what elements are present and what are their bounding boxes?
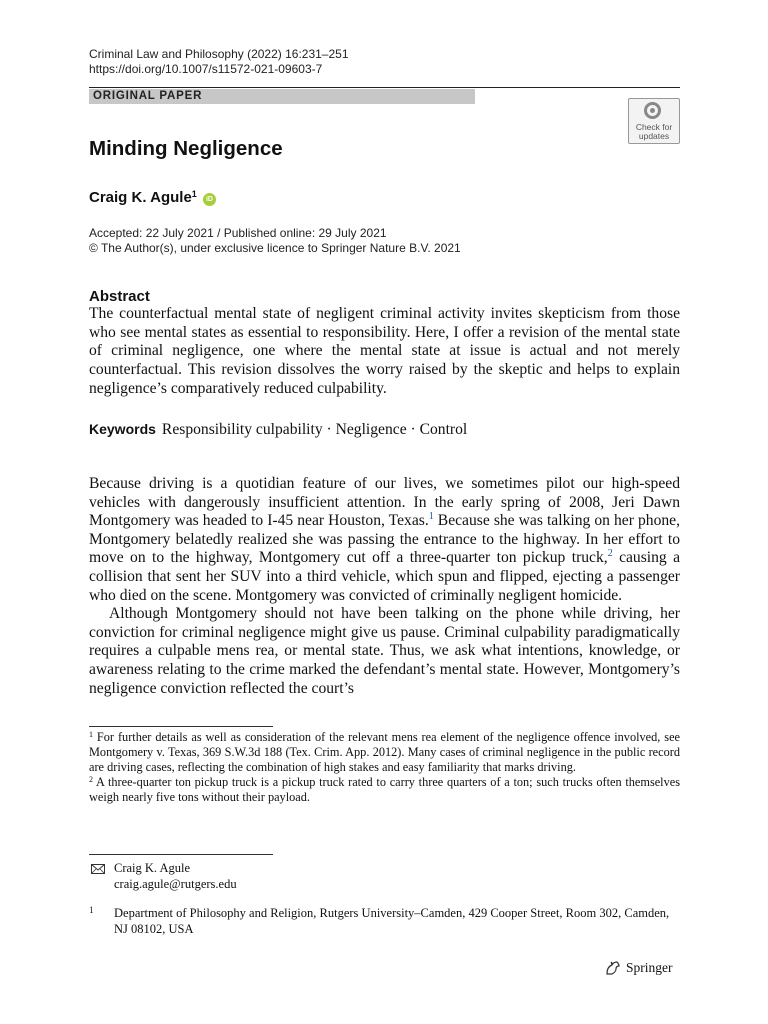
p1-part-c: causing a collision that sent her SUV into a third vehicle, which spun and flipped, ejecting a passenger who died on the scene. Montgomery was convicted of criminally negligent homicide. xyxy=(89,549,681,604)
check-for-updates-badge[interactable] xyxy=(628,98,680,144)
author-line xyxy=(89,183,216,209)
affiliation-text: Department of Philosophy and Religion, Rutgers University–Camden, 429 Cooper Street, Room 302, Camden, NJ 08102, USA xyxy=(114,906,670,936)
header-rule xyxy=(89,87,680,88)
footnotes xyxy=(89,730,680,805)
orcid-icon[interactable]: iD xyxy=(203,193,216,206)
article-title: Minding Negligence xyxy=(89,137,283,160)
author-name: Craig K. Agule xyxy=(89,189,192,206)
crossmark-icon xyxy=(644,102,661,119)
footnote-1 xyxy=(89,730,680,775)
footnote-2 xyxy=(89,775,680,805)
publisher-name: Springer xyxy=(626,960,673,975)
footnote-1-num: 1 xyxy=(89,730,93,739)
correspondence-rule xyxy=(89,854,273,855)
crossmark-label-line2: updates xyxy=(638,131,670,141)
envelope-icon xyxy=(91,864,105,874)
crossmark-label-line1: Check for xyxy=(635,122,673,132)
footnote-2-num: 2 xyxy=(89,775,93,784)
correspondence xyxy=(114,860,237,892)
affiliation-number: 1 xyxy=(89,905,94,915)
keywords xyxy=(89,418,467,441)
body-paragraph-1 xyxy=(89,475,680,605)
keywords-label: Keywords xyxy=(89,421,156,437)
body-text xyxy=(89,475,680,698)
footnote-2-text: A three-quarter ton pickup truck is a pickup truck rated to carry three quarters of a ton; such trucks often themselves weigh nearly five tons without their payload. xyxy=(89,775,680,804)
p1-part-b: Because she was talking on her phone, Montgomery belatedly realized she was passing the entrance to the highway. In her effort to move on to the highway, Montgomery cut off a three-quarter ton pickup truck, xyxy=(89,512,680,567)
correspondence-email[interactable]: craig.agule@rutgers.edu xyxy=(114,877,237,891)
footnote-ref-2[interactable]: 2 xyxy=(607,548,613,560)
keywords-text: Responsibility culpability · Negligence · Control xyxy=(161,421,468,438)
abstract-heading: Abstract xyxy=(89,288,150,305)
article-type-banner xyxy=(89,89,475,104)
publication-dates xyxy=(89,226,461,256)
springer-horse-icon xyxy=(604,960,622,976)
doi-link[interactable]: https://doi.org/10.1007/s11572-021-09603-7 xyxy=(89,62,323,76)
footnote-rule xyxy=(89,726,273,727)
article-type-label: ORIGINAL PAPER xyxy=(93,90,203,102)
body-paragraph-2: Although Montgomery should not have been talking on the phone while driving, her conviction for criminal negligence might give us pause. Criminal culpability paradigmatically requires a culpable mens rea, or mental state. Thus, we ask what intentions, knowledge, or awareness relating to the crime marked the defendant’s mental state. However, Montgomery’s negligence conviction reflected the court’s xyxy=(89,605,680,697)
journal-citation: Criminal Law and Philosophy (2022) 16:231–251 xyxy=(89,47,349,61)
correspondence-name: Craig K. Agule xyxy=(114,861,191,875)
dates-text: Accepted: 22 July 2021 / Published online: 29 July 2021 xyxy=(89,226,387,240)
footnote-1-text: For further details as well as consideration of the relevant mens rea element of the negligence offence involved, see Montgomery v. Texas, 369 S.W.3d 188 (Tex. Crim. App. 2012). Many cases of criminal negligence in the public record are driving cases, reflecting the combination of high stakes and easy familiarity that marks driving. xyxy=(89,730,680,774)
p1-part-a: Because driving is a quotidian feature of our lives, we sometimes pilot our high-speed vehicles with dangerously insufficient attention. In the early spring of 2008, Jeri Dawn Montgomery was headed to I-45 near Houston, Texas. xyxy=(89,475,680,530)
author-affil-mark: 1 xyxy=(191,189,197,199)
copyright-text: © The Author(s), under exclusive licence to Springer Nature B.V. 2021 xyxy=(89,241,461,255)
abstract-text: The counterfactual mental state of negligent criminal activity invites skepticism from those who see mental states as essential to responsibility. Here, I offer a revision of the mental state of criminal negligence, one where the mental state at issue is actual and not merely counterfactual. This revision dissolves the worry raised by the skeptic and helps to explain negligence’s comparatively reduced culpability. xyxy=(89,305,680,397)
footnote-ref-1[interactable]: 1 xyxy=(428,511,434,523)
